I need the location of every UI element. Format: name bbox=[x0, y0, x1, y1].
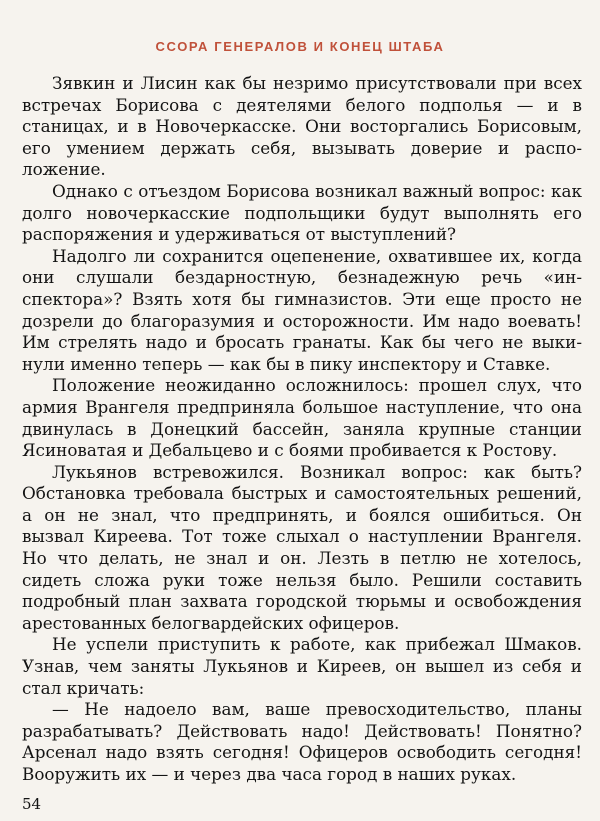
paragraph: Положение неожиданно осложнилось: прошел слух, что армия Врангеля предприняла большое наступление, что она двинулась в Донецкий бассейн, заняла крупные станции Ясиноватая и Дебальцево и с боями пробивается к Ростову. bbox=[22, 375, 582, 461]
running-header: ССОРА ГЕНЕРАЛОВ И КОНЕЦ ШТАБА bbox=[155, 39, 445, 54]
paragraph: — Не надоело вам, ваше превосходительство, планы разрабатывать? Действовать надо! Действовать! Понятно? Арсенал надо взять сегодня! Офицеров освободить сегодня! Вооружить их — и через два часа город в наших руках. bbox=[22, 699, 582, 784]
paragraph: Надолго ли сохранится оцепенение, охватившее их, когда они слушали бездарностную, безнадежную речь «инспектора»? Взять хотя бы гимназистов. Эти еще просто не дозрели до благоразумия и осторожности. Им надо воевать! Им стрелять надо и бросать гранаты. Как бы чего не выкинули именно теперь — как бы в пику инспектору и Ставке. bbox=[22, 245, 582, 374]
body-text bbox=[22, 73, 582, 786]
paragraph: Однако с отъездом Борисова возникал важный вопрос: как долго новочеркасские подпольщики будут выполнять его распоряжения и удерживаться от выступлений? bbox=[22, 180, 582, 245]
paragraph: Зявкин и Лисин как бы незримо присутствовали при всех встречах Борисова с деятелями белого подполья — и в станицах, и в Новочеркасске. Они восторгались Борисовым, его умением держать себя, вызывать доверие и расположение. bbox=[22, 73, 582, 180]
paragraph: Лукьянов встревожился. Возникал вопрос: как быть? Обстановка требовала быстрых и самостоятельных решений, а он не знал, что предпринять, и боялся ошибиться. Он вызвал Киреева. Тот тоже слыхал о наступлении Врангеля. Но что делать, не знал и он. Лезть в петлю не хотелось, сидеть сложа руки тоже нельзя было. Решили составить подробный план захвата городской тюрьмы и освобождения арестованных белогвардейских офицеров. bbox=[22, 461, 582, 633]
page-number: 54 bbox=[22, 795, 42, 813]
paragraph: Не успели приступить к работе, как прибежал Шмаков. Узнав, чем заняты Лукьянов и Киреев, он вышел из себя и стал кричать: bbox=[22, 634, 582, 698]
